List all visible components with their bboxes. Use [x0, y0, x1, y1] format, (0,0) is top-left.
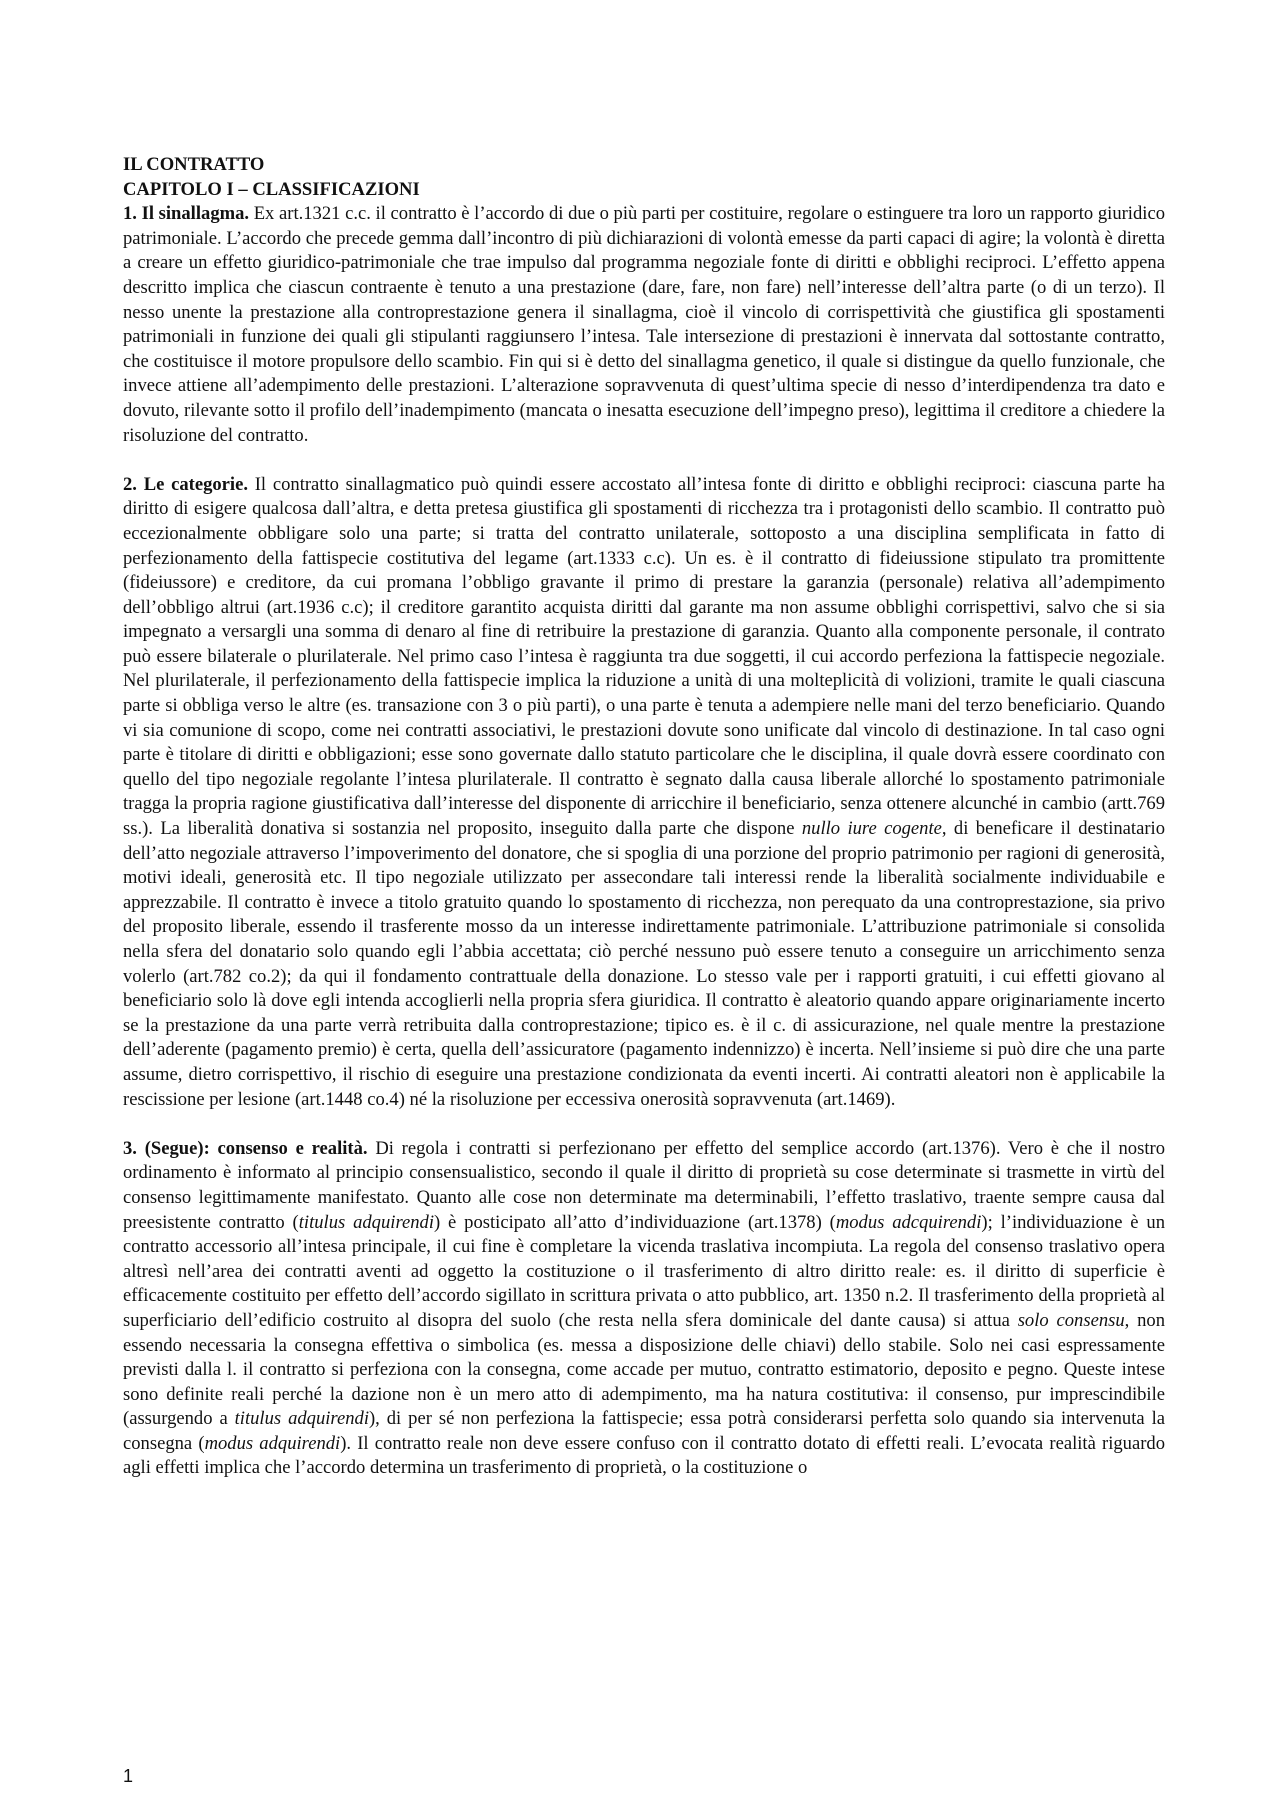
section-heading: 3. (Segue): consenso e realità. [123, 1137, 368, 1159]
latin-term: titulus adquirendi [298, 1211, 435, 1233]
section-text: Il contratto sinallagmatico può quindi essere accostato all’intesa fonte di diritto e obblighi reciproci: ciascuna parte ha diritto di esigere qualcosa dall’altra, e detta pretesa giustifica gli spostamenti di ricchezza tra i protagonisti dello scambio. Il contratto può eccezionalmente obbligare solo una parte; si tratta del contratto unilaterale, sottoposto a una disciplina semplificata in fatto di perfezionamento della fattispecie costitutiva del legame (art.1333 c.c). Un es. è il contratto di fideiussione stipulato tra promittente (fideiussore) e creditore, da cui promana l’obbligo gravante il primo di prestare la garanzia (personale) relativa all’adempimento dell’obbligo altrui (art.1936 c.c); il creditore garantito acquista diritti dal garante ma non assume obblighi corrispettivi, salvo che si sia impegnato a versargli una somma di denaro al fine di retribuire la prestazione di garanzia. Quanto alla componente personale, il contrato può essere bilaterale o plurilaterale. Nel primo caso l’intesa è raggiunta tra due soggetti, il cui accordo perfeziona la fattispecie negoziale. Nel plurilaterale, il perfezionamento della fattispecie implica la riduzione a unità di una molteplicità di volizioni, tramite le quali ciascuna parte si obbliga verso le altre (es. transazione con 3 o più parti), o una parte è tenuta a adempiere nelle mani del terzo beneficiario. Quando vi sia comunione di scopo, come nei contratti associativi, le prestazioni dovute sono unificate dal vincolo di destinazione. In tal caso ogni parte è titolare di diritti e obbligazioni; esse sono governate dallo statuto particolare che le disciplina, il quale dovrà essere coordinato con quello del tipo negoziale regolante l’intesa plurilaterale. Il contratto è segnato dalla causa liberale allorché lo spostamento patrimoniale tragga la propria ragione giustificativa dall’interesse del disponente di arricchire il beneficiario, senza ottenere alcunché in cambio (artt.769 ss.). La liberalità donativa si sostanzia nel proposito, inseguito dalla parte che dispone [123, 473, 1165, 840]
section-text: ). Il contratto reale non deve essere confuso con il contratto dotato di effetti reali. L’evocata realità riguardo agli effetti implica che l’accordo determina un trasferimento di proprietà, o la costituzione o [123, 1432, 1165, 1479]
latin-term: titulus adquirendi [234, 1408, 369, 1430]
document-body [123, 153, 1165, 1481]
section-categorie [123, 473, 1165, 1112]
section-text: , non essendo necessaria la consegna effettiva o simbolica (es. messa a disposizione delle chiavi) dello stabile. Solo nei casi espressamente previsti dalla l. il contratto si perfeziona con la consegna, come accade per mutuo, contratto estimatorio, deposito e pegno. Queste intese sono definite reali perché la dazione non è un mero atto di adempimento, ma ha natura costitutiva: il consenso, pur imprescindibile (assurgendo a [123, 1309, 1165, 1430]
section-heading: 1. Il sinallagma. [123, 203, 250, 225]
section-text: , di beneficare il destinatario dell’atto negoziale attraverso l’impoverimento del donatore, che si spoglia di una porzione del proprio patrimonio per ragioni di generosità, motivi ideali, generosità etc. Il tipo negoziale utilizzato per assecondare tali interessi rende la liberalità socialmente individuabile e apprezzabile. Il contratto è invece a titolo gratuito quando lo spostamento di ricchezza, non perequato da una controprestazione, sia privo del proposito liberale, essendo il trasferente mosso da un interesse indirettamente patrimoniale. L’attribuzione patrimoniale si consolida nella sfera del donatario solo quando egli l’abbia accettata; ciò perché nessuno può essere tenuto a conseguire un arricchimento senza volerlo (art.782 co.2); da qui il fondamento contrattuale della donazione. Lo stesso vale per i rapporti gratuiti, i cui effetti giovano al beneficiario solo là dove egli intenda accoglierli nella propria sfera giuridica. Il contratto è aleatorio quando appare originariamente incerto se la prestazione da una parte verrà retribuita dalla controprestazione; tipico es. è il c. di assicurazione, nel quale mentre la prestazione dell’aderente (pagamento premio) è certa, quella dell’assicuratore (pagamento indennizzo) è incerta. Nell’insieme si può dire che una parte assume, dietro corrispettivo, il rischio di eseguire una prestazione condizionata da eventi incerti. Ai contratti aleatori non è applicabile la rescissione per lesione (art.1448 co.4) né la risoluzione per eccessiva onerosità sopravvenuta (art.1469). [123, 818, 1165, 1110]
document-title: IL CONTRATTO [123, 154, 265, 175]
section-text: Di regola i contratti si perfezionano per effetto del semplice accordo (art.1376). Vero è che il nostro ordinamento è informato al principio consensualistico, secondo il quale il diritto di proprietà su cose determinate si trasmette in virtù del consenso legittimamente manifestato. Quanto alle cose non determinate ma determinabili, l’effetto traslativo, traente sempre causa dal preesistente contratto ( [123, 1137, 1165, 1233]
latin-term: solo consensu [1017, 1309, 1125, 1331]
latin-term: modus adquirendi [204, 1432, 341, 1454]
section-consenso-realita [123, 1137, 1165, 1481]
section-text: ); l’individuazione è un contratto accessorio all’intesa principale, il cui fine è completare la vicenda traslativa incompiuta. La regola del consenso traslativo opera altresì nell’area dei contratti aventi ad oggetto la costituzione o il trasferimento di altro diritto reale: es. il diritto di superficie è efficacemente costituito per effetto dell’accordo sigillato in scrittura privata o atto pubblico, art. 1350 n.2. Il trasferimento della proprietà al superficiario dell’edificio costruito al disopra del suolo (che resta nella sfera dominicale del dante causa) si attua [123, 1211, 1165, 1331]
section-heading: 2. Le categorie. [123, 473, 248, 495]
section-text: ), di per sé non perfeziona la fattispecie; essa potrà considerarsi perfetta solo quando sia intervenuta la consegna ( [123, 1408, 1166, 1454]
section-text: Ex art.1321 c.c. il contratto è l’accordo di due o più parti per costituire, regolare o estinguere tra loro un rapporto giuridico patrimoniale. L’accordo che precede gemma dall’incontro di più dichiarazioni di volontà emesse da parti capaci di agire; la volontà è diretta a creare un effetto giuridico-patrimoniale che trae impulso dal programma negoziale fonte di diritti e obblighi reciproci. L’effetto appena descritto implica che ciascun contraente è tenuto a una prestazione (dare, fare, non fare) nell’interesse dell’altra parte (o di un terzo). Il nesso unente la prestazione alla controprestazione genera il sinallagma, cioè il vincolo di corrispettività che giustifica gli spostamenti patrimoniali in funzione dei quali gli stipulanti raggiunsero l’intesa. Tale intersezione di prestazioni è innervata dal sottostante contratto, che costituisce il motore propulsore dello scambio. Fin qui si è detto del sinallagma genetico, il quale si distingue da quello funzionale, che invece attiene all’adempimento delle prestazioni. L’alterazione sopravvenuta di quest’ultima specie di nesso d’interdipendenza tra dato e dovuto, rilevante sotto il profilo dell’inadempimento (mancata o inesatta esecuzione dell’impegno preso), legittima il creditore a chiedere la risoluzione del contratto. [123, 203, 1165, 446]
section-sinallagma [123, 202, 1165, 448]
section-text: ) è posticipato all’atto d’individuazione (art.1378) ( [434, 1211, 836, 1233]
latin-term: modus adcquirendi [835, 1211, 982, 1233]
latin-term: nullo iure cogente [801, 818, 942, 840]
page-number: 1 [123, 1766, 134, 1786]
chapter-title: CAPITOLO I – CLASSIFICAZIONI [123, 178, 420, 200]
